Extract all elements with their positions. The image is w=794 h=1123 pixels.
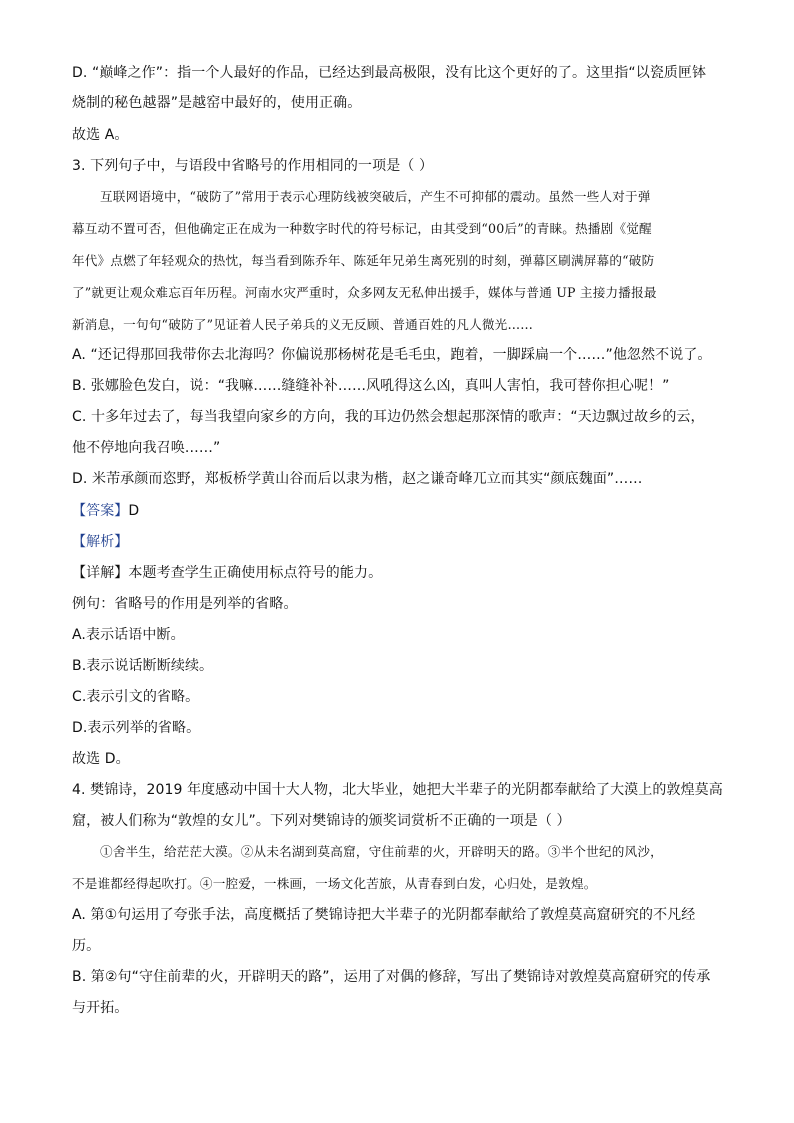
q2-option-d-line2: 烧制的秘色越器”是越窑中最好的，使用正确。	[72, 95, 362, 111]
q3-passage-line: 幕互动不置可否，但他确定正在成为一种数字时代的符号标记，由其受到“00后”的青睐。热播剧《觉醒	[72, 221, 652, 236]
q4-passage-line: 不是谁都经得起吹打。④一腔爱，一株画，一场文化苦旅，从青春到白发，心归处，是敦煌。	[72, 876, 597, 891]
q3-detail	[72, 563, 727, 583]
q4-passage-line: ①舍半生，给茫茫大漠。②从未名湖到莫高窟，守住前辈的火，开辟明天的路。③半个世纪的风沙，	[100, 844, 663, 859]
answer-tag: 【答案】	[72, 503, 129, 519]
q3-option-b: B. 张娜脸色发白，说：“我嘛……缝缝补补……风吼得这么凶，真叫人害怕，我可替你担心呢！”	[72, 378, 670, 394]
q3-explanation: C.表示引文的省略。	[72, 689, 200, 705]
q3-passage	[72, 187, 727, 335]
analysis-tag: 【解析】	[72, 534, 129, 550]
q4-option-b-line2: 与开拓。	[72, 1000, 129, 1016]
q4-option-a-line1: A. 第①句运用了夸张手法，高度概括了樊锦诗把大半辈子的光阴都奉献给了敦煌莫高窟研究的不凡经	[72, 907, 696, 923]
q4-option-a-line2: 历。	[72, 938, 101, 954]
q3-option-d: D. 米芾承颜而恣野，郑板桥学黄山谷而后以隶为楷，赵之谦奇峰兀立而其实“颜底魏面”……	[72, 471, 643, 487]
q3-passage-line: 了”就更让观众难忘百年历程。河南水灾严重时，众多网友无私伸出援手，媒体与普通 UP 主接力播报最	[72, 285, 657, 300]
q3-explanation: 例句：省略号的作用是列举的省略。	[72, 596, 298, 612]
q4-option-b-line1: B. 第②句“守住前辈的火，开辟明天的路”，运用了对偶的修辞，写出了樊锦诗对敦煌莫高窟研究的传承	[72, 969, 711, 985]
q3-passage-line: 年代》点燃了年轻观众的热忱，每当看到陈乔年、陈延年兄弟生离死别的时刻，弹幕区刷满屏幕的“破防	[72, 253, 655, 268]
q2-option-d-line1: D. “巅峰之作”：指一个人最好的作品，已经达到最高极限，没有比这个更好的了。这里指“以瓷质匣钵	[72, 65, 707, 81]
q3-option-c-line2: 他不停地向我召唤……”	[72, 440, 221, 456]
q3-explanation: B.表示说话断断续续。	[72, 658, 214, 674]
q3-explanation: D.表示列举的省略。	[72, 720, 201, 736]
answer-value: D	[128, 503, 140, 519]
q4-stem-line2: 窟，被人们称为“敦煌的女儿”。下列对樊锦诗的颁奖词赏析不正确的一项是（ ）	[72, 813, 571, 829]
document-page	[72, 58, 727, 1018]
q3-stem: 3. 下列句子中，与语段中省略号的作用相同的一项是（ ）	[72, 158, 434, 174]
q3-passage-line: 新消息，一句句“破防了”见证着人民子弟兵的义无反顾、普通百姓的凡人微光……	[72, 317, 534, 332]
q3-option-a: A. “还记得那回我带你去北海吗？你偏说那杨树花是毛毛虫，跑着，一脚踩扁一个……”他忽然不说了。	[72, 347, 712, 363]
q3-option-c-line1: C. 十多年过去了，每当我望向家乡的方向，我的耳边仍然会想起那深情的歌声：“天边飘过故乡的云，	[72, 409, 705, 425]
q3-choice: 故选 D。	[72, 751, 130, 767]
q3-explanation: A.表示话语中断。	[72, 627, 185, 643]
q4-stem-line1: 4. 樊锦诗，2019 年度感动中国十大人物，北大毕业，她把大半辈子的光阴都奉献给了大漠上的敦煌莫高	[72, 782, 723, 798]
q2-choice: 故选 A。	[72, 127, 129, 143]
q3-passage-line: 互联网语境中，“破防了”常用于表示心理防线被突破后，产生不可抑郁的震动。虽然一些人对于弹	[100, 189, 651, 204]
detail-text: 本题考查学生正确使用标点符号的能力。	[128, 565, 383, 581]
q3-answer	[72, 501, 727, 521]
q3-analysis-tag	[72, 532, 727, 552]
q4-passage	[72, 842, 727, 894]
detail-tag: 【详解】	[72, 565, 129, 581]
